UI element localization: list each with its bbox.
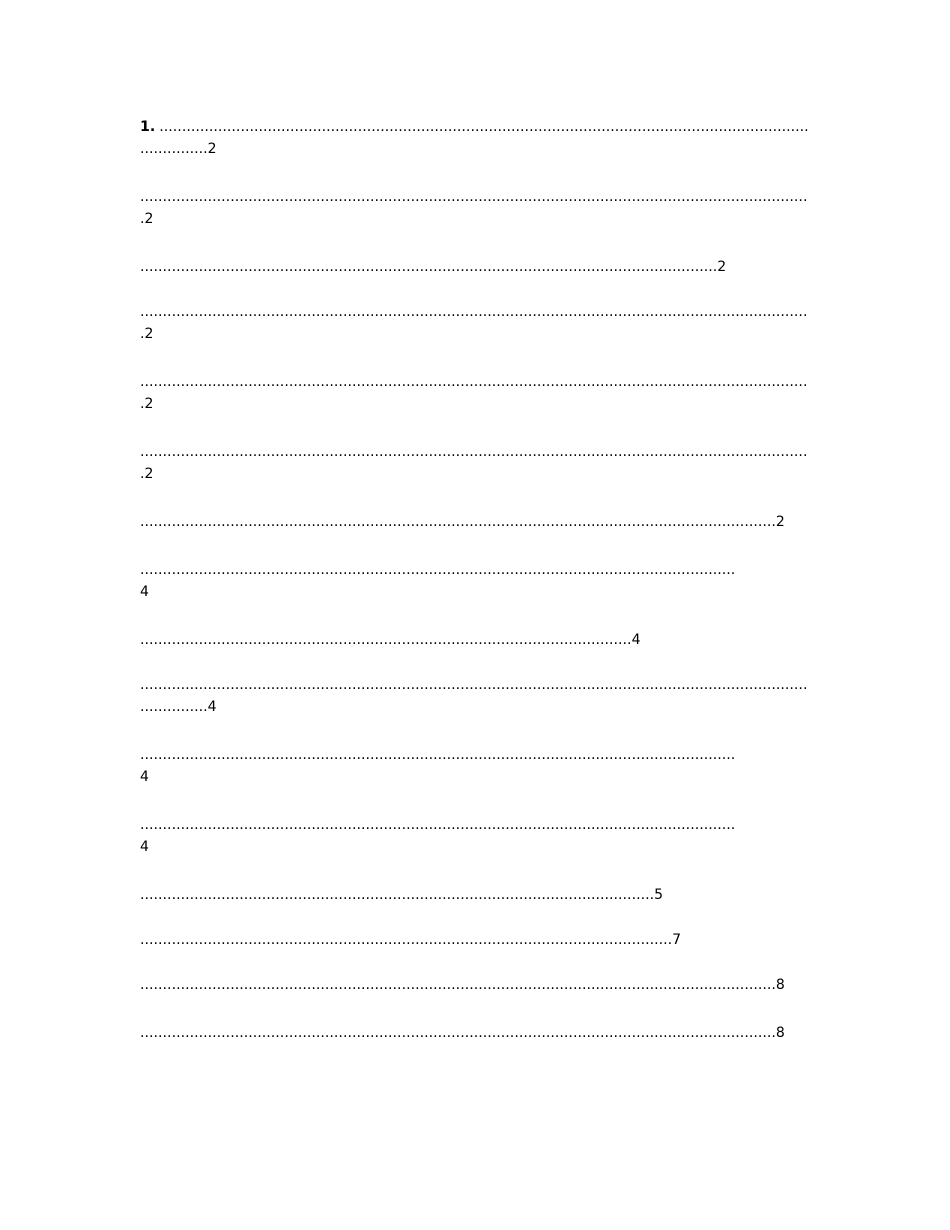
toc-leader-dots: ................................................................................................................................................................... bbox=[140, 677, 808, 715]
toc-page-number: 2 bbox=[144, 326, 154, 342]
toc-leader-dots: ..................................................................................................................................................... bbox=[140, 189, 808, 227]
toc-page-number: 2 bbox=[207, 141, 217, 157]
toc-entry[interactable] bbox=[140, 929, 810, 951]
toc-entry[interactable] bbox=[140, 441, 810, 485]
toc-leader-dots: ............................................................................................................................................. bbox=[140, 514, 776, 530]
toc-entry[interactable] bbox=[140, 814, 810, 858]
toc-page-number: 2 bbox=[717, 259, 727, 275]
toc-leader-dots: ................................................................................................................................ bbox=[140, 259, 718, 275]
toc-entry[interactable] bbox=[140, 744, 810, 788]
toc-page-number: 4 bbox=[140, 839, 149, 855]
toc-leader-dots: ..................................................................................................................................................... bbox=[140, 444, 808, 482]
toc-page-number: 2 bbox=[144, 466, 154, 482]
toc-entry[interactable] bbox=[140, 1022, 810, 1044]
toc-leader-dots: ............................................................................................................................................. bbox=[140, 977, 776, 993]
table-of-contents bbox=[140, 116, 810, 1070]
toc-entry[interactable] bbox=[140, 884, 810, 906]
toc-entry[interactable] bbox=[140, 186, 810, 230]
toc-entry-number: 1. bbox=[140, 119, 156, 135]
toc-page-number: 4 bbox=[631, 632, 641, 648]
toc-entry[interactable] bbox=[140, 974, 810, 996]
toc-entry[interactable] bbox=[140, 511, 810, 533]
toc-page-number: 8 bbox=[775, 977, 785, 993]
toc-page-number: 4 bbox=[207, 699, 217, 715]
toc-leader-dots: ..................................................................................................................................................... bbox=[140, 374, 808, 412]
toc-page-number: 8 bbox=[775, 1025, 785, 1041]
toc-entry[interactable] bbox=[140, 559, 810, 603]
toc-leader-dots: ............................................................................................................................................. bbox=[140, 1025, 776, 1041]
toc-entry[interactable] bbox=[140, 116, 810, 160]
toc-leader-dots: .................................................................................................................................... bbox=[140, 817, 736, 833]
toc-page-number: 4 bbox=[140, 584, 149, 600]
toc-page-number: 2 bbox=[775, 514, 785, 530]
toc-entry[interactable] bbox=[140, 629, 810, 651]
toc-entry[interactable] bbox=[140, 371, 810, 415]
toc-entry[interactable] bbox=[140, 256, 810, 278]
toc-entry[interactable] bbox=[140, 674, 810, 718]
toc-leader-dots: ...................................................................................................................... bbox=[140, 932, 673, 948]
toc-leader-dots: .................................................................................................................. bbox=[140, 887, 655, 903]
toc-leader-dots: ............................................................................................................. bbox=[140, 632, 632, 648]
toc-entry[interactable] bbox=[140, 301, 810, 345]
toc-page-number: 4 bbox=[140, 769, 149, 785]
toc-page-number: 5 bbox=[654, 887, 664, 903]
toc-leader-dots: .................................................................................................................................... bbox=[140, 562, 736, 578]
toc-page-number: 2 bbox=[144, 396, 154, 412]
toc-leader-dots: ............................................................................................................................................................... bbox=[140, 119, 809, 157]
toc-leader-dots: .................................................................................................................................... bbox=[140, 747, 736, 763]
toc-leader-dots: ..................................................................................................................................................... bbox=[140, 304, 808, 342]
toc-page-number: 7 bbox=[672, 932, 682, 948]
toc-page-number: 2 bbox=[144, 211, 154, 227]
